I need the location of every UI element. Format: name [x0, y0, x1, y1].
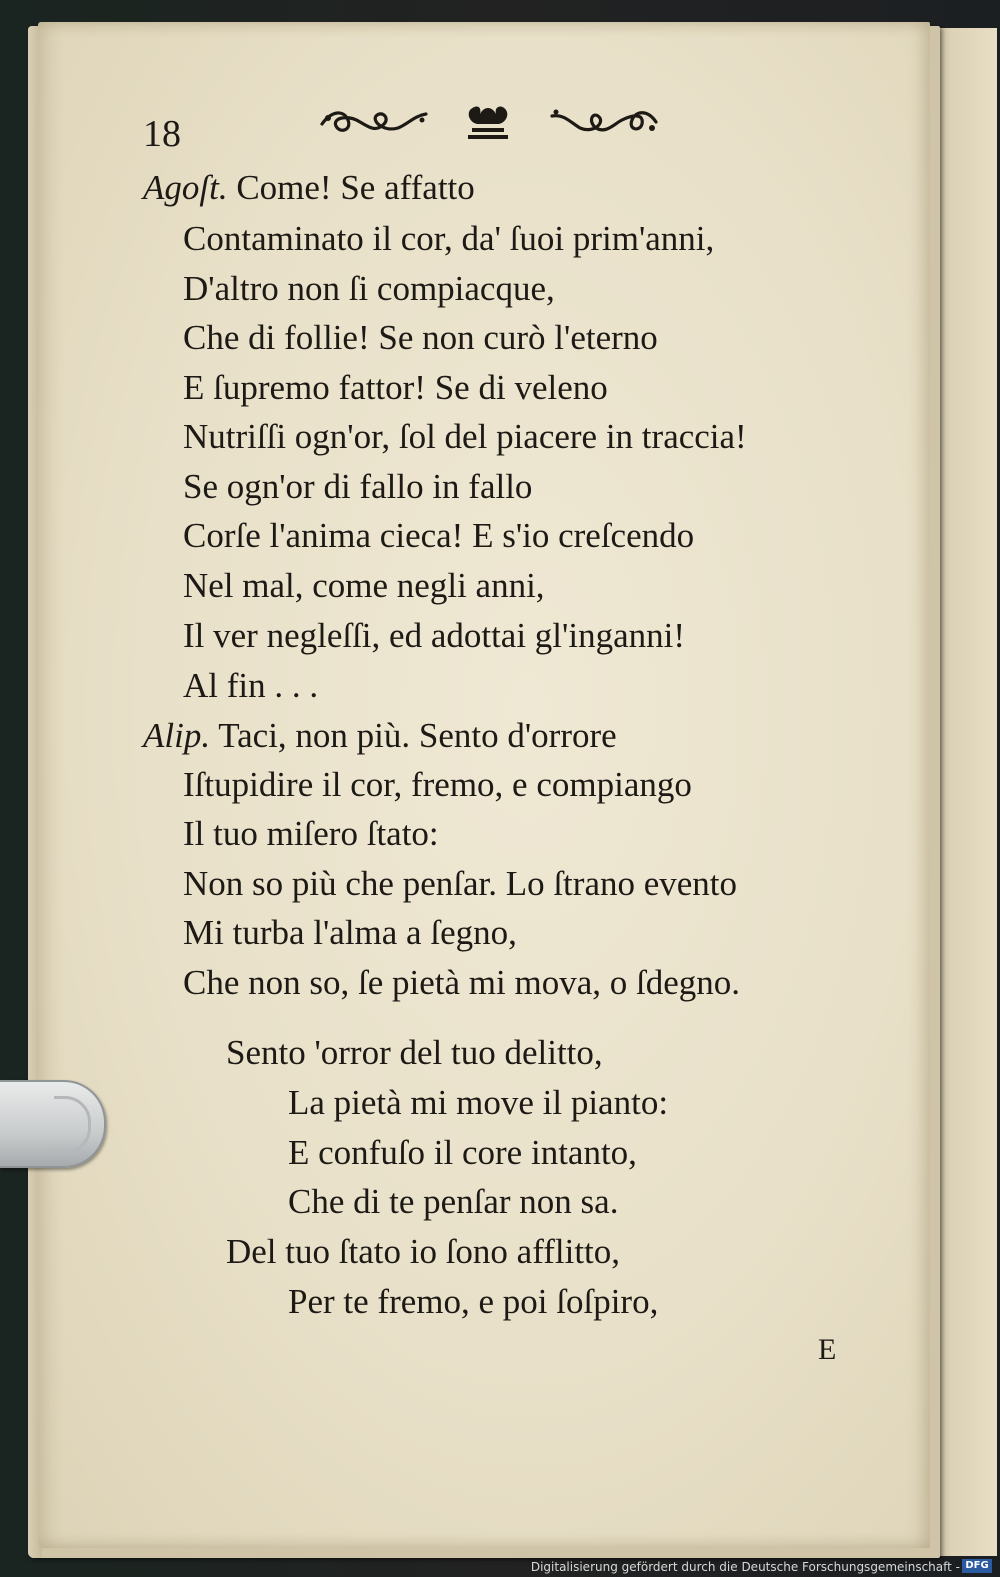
page-clip [0, 1080, 106, 1168]
verse-line: Agoſt. Come! Se affatto [143, 168, 475, 207]
verse-line: Il ver negleſſi, ed adottai gl'inganni! [183, 616, 685, 655]
verse-line: Alip. Taci, non più. Sento d'orrore [143, 716, 617, 755]
verse-line: Nutriſſi ogn'or, ſol del piacere in traccia! [183, 417, 747, 456]
page-number: 18 [143, 113, 181, 155]
catchword: E [818, 1333, 837, 1366]
aria-line: Del tuo ſtato io ſono afflitto, [226, 1232, 621, 1271]
aria-line: Per te fremo, e poi ſoſpiro, [288, 1282, 659, 1321]
verse-line: Iſtupidire il cor, fremo, e compiango [183, 765, 692, 804]
left-flourish-ornament [318, 102, 430, 142]
aria-line: Che di te penſar non sa. [288, 1182, 619, 1221]
dfg-logo: DFG [962, 1559, 992, 1573]
speaker-label: Alip. [143, 716, 211, 755]
verse-line: E ſupremo fattor! Se di veleno [183, 368, 608, 407]
verse-line: Che non so, ſe pietà mi mova, o ſdegno. [183, 963, 740, 1002]
verse-line: Se ogn'or di fallo in fallo [183, 467, 533, 506]
facing-page-edge [930, 28, 997, 1556]
speaker-label: Agoſt. [143, 168, 228, 207]
verse-line: Il tuo miſero ſtato: [183, 814, 439, 853]
verse-line: Che di follie! Se non curò l'eterno [183, 318, 658, 357]
verse-line: Corſe l'anima cieca! E s'io creſcendo [183, 516, 695, 555]
verse-line: Mi turba l'alma a ſegno, [183, 913, 517, 952]
verse-line: Nel mal, come negli anni, [183, 566, 545, 605]
aria-line: Sento 'orror del tuo delitto, [226, 1033, 603, 1072]
right-flourish-ornament [548, 102, 660, 142]
crown-ornament [462, 102, 514, 144]
clip-loop [54, 1096, 91, 1154]
verse-line: Contaminato il cor, da' ſuoi prim'anni, [183, 219, 715, 258]
verse-line: Al fin . . . [183, 666, 319, 705]
digitization-credit: Digitalisierung gefördert durch die Deutsche Forschungsgemeinschaft - [530, 1560, 960, 1574]
aria-line: E confuſo il core intanto, [288, 1133, 637, 1172]
verse-line: Non so più che penſar. Lo ſtrano evento [183, 864, 738, 903]
verse-line: D'altro non ſi compiacque, [183, 269, 555, 308]
aria-line: La pietà mi move il pianto: [288, 1083, 669, 1122]
